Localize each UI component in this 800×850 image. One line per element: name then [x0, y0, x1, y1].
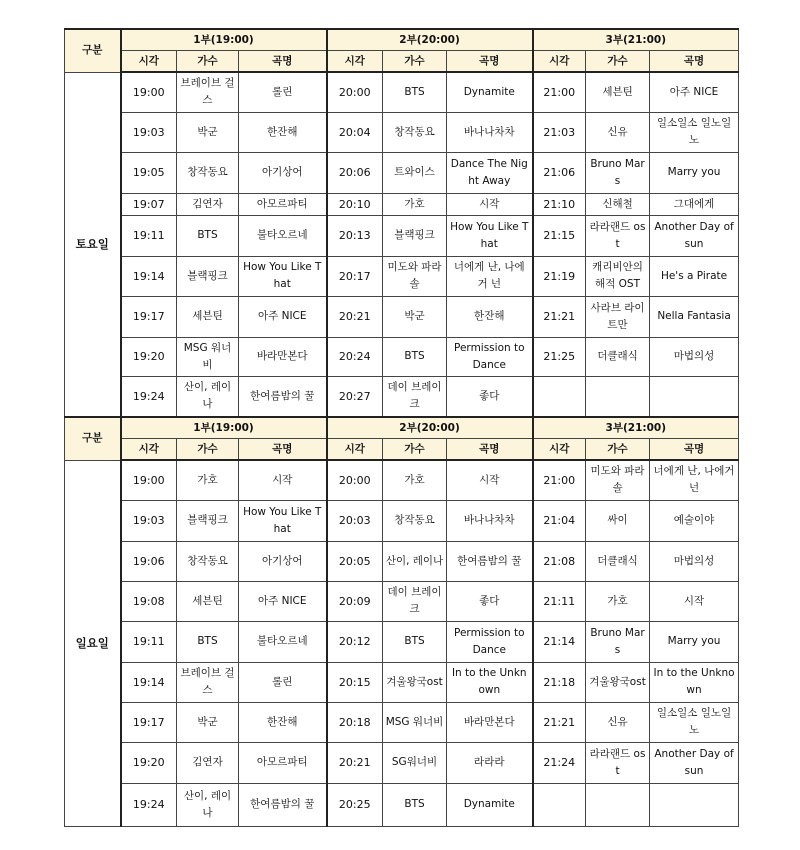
cell-time: 19:20	[121, 337, 177, 376]
cell-song: How You Like That	[239, 500, 327, 541]
cell-time: 20:00	[327, 72, 383, 112]
schedule-body	[65, 29, 739, 826]
cell-singer: 가호	[383, 193, 447, 215]
cell-singer: 박군	[383, 296, 447, 337]
cell-singer: 블랙핑크	[177, 500, 239, 541]
cell-time: 19:05	[121, 152, 177, 193]
cell-time: 19:14	[121, 256, 177, 296]
cell-time: 20:05	[327, 541, 383, 581]
table-row	[65, 152, 739, 193]
header-row-parts	[65, 29, 739, 51]
cell-singer: 창작동요	[177, 152, 239, 193]
cell-time: 20:18	[327, 702, 383, 742]
cell-song: Another Day of sun	[650, 215, 739, 256]
cell-time: 21:25	[533, 337, 586, 376]
column-header-singer: 가수	[586, 439, 650, 461]
cell-time: 19:11	[121, 621, 177, 662]
column-header-time: 시각	[121, 51, 177, 73]
gubun-header: 구분	[65, 29, 121, 72]
cell-song	[650, 783, 739, 826]
cell-song: 라라라	[447, 742, 533, 783]
header-row-parts	[65, 417, 739, 439]
cell-time: 20:10	[327, 193, 383, 215]
cell-singer: BTS	[177, 621, 239, 662]
cell-singer: Bruno Mars	[586, 621, 650, 662]
cell-song: 한잔해	[239, 112, 327, 152]
table-row	[65, 500, 739, 541]
cell-time: 21:03	[533, 112, 586, 152]
schedule-table	[64, 28, 739, 827]
cell-singer: BTS	[383, 621, 447, 662]
cell-time	[533, 783, 586, 826]
table-row	[65, 702, 739, 742]
column-header-time: 시각	[121, 439, 177, 461]
cell-song: 예술이야	[650, 500, 739, 541]
part-header-3: 3부(21:00)	[533, 417, 739, 439]
cell-time: 20:21	[327, 742, 383, 783]
cell-singer: 블랙핑크	[383, 215, 447, 256]
table-row	[65, 112, 739, 152]
cell-song: 불타오르네	[239, 621, 327, 662]
cell-time: 19:17	[121, 702, 177, 742]
cell-song: Dance The Night Away	[447, 152, 533, 193]
cell-singer: 박군	[177, 702, 239, 742]
cell-singer: 블랙핑크	[177, 256, 239, 296]
cell-time: 21:00	[533, 460, 586, 500]
header-row-columns	[65, 51, 739, 73]
cell-singer: 캐리비안의 해적 OST	[586, 256, 650, 296]
cell-singer: 사라브 라이트만	[586, 296, 650, 337]
cell-song: How You Like That	[239, 256, 327, 296]
cell-song: Another Day of sun	[650, 742, 739, 783]
cell-song: 시작	[650, 581, 739, 621]
column-header-time: 시각	[533, 51, 586, 73]
column-header-song: 곡명	[239, 439, 327, 461]
table-row	[65, 460, 739, 500]
table-row	[65, 376, 739, 417]
cell-song: 한잔해	[239, 702, 327, 742]
cell-time: 19:03	[121, 500, 177, 541]
cell-singer	[586, 783, 650, 826]
cell-time: 20:04	[327, 112, 383, 152]
column-header-song: 곡명	[447, 51, 533, 73]
cell-singer: 창작동요	[383, 112, 447, 152]
cell-singer: 라라랜드 ost	[586, 215, 650, 256]
cell-song: 한여름밤의 꿀	[239, 783, 327, 826]
cell-time: 20:13	[327, 215, 383, 256]
table-row	[65, 215, 739, 256]
table-row	[65, 783, 739, 826]
cell-singer: 브레이브 걸스	[177, 72, 239, 112]
cell-singer: 창작동요	[383, 500, 447, 541]
cell-time: 20:17	[327, 256, 383, 296]
cell-singer: 미도와 파라솔	[586, 460, 650, 500]
header-row-columns	[65, 439, 739, 461]
cell-time: 19:08	[121, 581, 177, 621]
cell-singer: 싸이	[586, 500, 650, 541]
column-header-singer: 가수	[383, 439, 447, 461]
part-header-1: 1부(19:00)	[121, 417, 327, 439]
cell-singer: 창작동요	[177, 541, 239, 581]
cell-time: 21:10	[533, 193, 586, 215]
cell-time: 21:08	[533, 541, 586, 581]
cell-singer: 김연자	[177, 193, 239, 215]
cell-song: 롤린	[239, 662, 327, 702]
cell-time: 21:00	[533, 72, 586, 112]
column-header-time: 시각	[533, 439, 586, 461]
cell-song: 아모르파티	[239, 193, 327, 215]
cell-song: He's a Pirate	[650, 256, 739, 296]
cell-singer: 김연자	[177, 742, 239, 783]
cell-singer: 신해철	[586, 193, 650, 215]
cell-song: 시작	[239, 460, 327, 500]
cell-time: 21:21	[533, 702, 586, 742]
cell-song: Marry you	[650, 152, 739, 193]
part-header-3: 3부(21:00)	[533, 29, 739, 51]
cell-time	[533, 376, 586, 417]
column-header-song: 곡명	[650, 439, 739, 461]
cell-song: Permission to Dance	[447, 337, 533, 376]
cell-time: 19:20	[121, 742, 177, 783]
part-header-2: 2부(20:00)	[327, 417, 533, 439]
cell-time: 21:24	[533, 742, 586, 783]
cell-singer: 가호	[586, 581, 650, 621]
cell-song: 너에게 난, 나에거 넌	[650, 460, 739, 500]
cell-time: 20:24	[327, 337, 383, 376]
cell-singer: 세븐틴	[177, 581, 239, 621]
cell-singer: 미도와 파라솔	[383, 256, 447, 296]
cell-song: 그대에게	[650, 193, 739, 215]
cell-time: 19:06	[121, 541, 177, 581]
cell-singer: 산이, 레이나	[177, 783, 239, 826]
cell-time: 20:03	[327, 500, 383, 541]
column-header-singer: 가수	[177, 439, 239, 461]
cell-song: Marry you	[650, 621, 739, 662]
cell-singer: 트와이스	[383, 152, 447, 193]
cell-time: 19:00	[121, 460, 177, 500]
cell-singer: 브레이브 걸스	[177, 662, 239, 702]
cell-time: 20:21	[327, 296, 383, 337]
cell-time: 19:11	[121, 215, 177, 256]
cell-song: 일소일소 일노일노	[650, 702, 739, 742]
table-row	[65, 193, 739, 215]
cell-song: 아기상어	[239, 541, 327, 581]
cell-time: 21:18	[533, 662, 586, 702]
cell-song: 한잔해	[447, 296, 533, 337]
cell-time: 19:14	[121, 662, 177, 702]
cell-song: 바나나차차	[447, 112, 533, 152]
cell-time: 21:14	[533, 621, 586, 662]
cell-time: 19:24	[121, 376, 177, 417]
cell-song: 한여름밤의 꿀	[239, 376, 327, 417]
column-header-song: 곡명	[447, 439, 533, 461]
cell-time: 19:07	[121, 193, 177, 215]
cell-singer: 데이 브레이크	[383, 376, 447, 417]
cell-time: 21:21	[533, 296, 586, 337]
table-row	[65, 72, 739, 112]
cell-song: 아주 NICE	[239, 296, 327, 337]
cell-singer: 데이 브레이크	[383, 581, 447, 621]
cell-time: 20:15	[327, 662, 383, 702]
cell-song: 좋다	[447, 376, 533, 417]
column-header-song: 곡명	[650, 51, 739, 73]
cell-song: 시작	[447, 193, 533, 215]
cell-time: 19:03	[121, 112, 177, 152]
cell-singer: 산이, 레이나	[177, 376, 239, 417]
cell-time: 21:06	[533, 152, 586, 193]
table-row	[65, 662, 739, 702]
cell-song: 아주 NICE	[239, 581, 327, 621]
table-row	[65, 256, 739, 296]
table-row	[65, 337, 739, 376]
cell-song: 일소일소 일노일노	[650, 112, 739, 152]
part-header-2: 2부(20:00)	[327, 29, 533, 51]
column-header-singer: 가수	[586, 51, 650, 73]
cell-singer: Bruno Mars	[586, 152, 650, 193]
day-label: 일요일	[65, 460, 121, 826]
cell-time: 20:25	[327, 783, 383, 826]
cell-singer: 더클래식	[586, 541, 650, 581]
column-header-time: 시각	[327, 51, 383, 73]
cell-singer: BTS	[177, 215, 239, 256]
cell-song: 시작	[447, 460, 533, 500]
cell-singer: BTS	[383, 783, 447, 826]
cell-time: 20:12	[327, 621, 383, 662]
table-row	[65, 621, 739, 662]
cell-time: 20:09	[327, 581, 383, 621]
column-header-song: 곡명	[239, 51, 327, 73]
cell-song: 마법의성	[650, 541, 739, 581]
cell-song: In to the Unknown	[447, 662, 533, 702]
cell-singer: 세븐틴	[177, 296, 239, 337]
cell-time: 21:19	[533, 256, 586, 296]
cell-song: 좋다	[447, 581, 533, 621]
cell-time: 21:15	[533, 215, 586, 256]
cell-singer: 겨울왕국ost	[383, 662, 447, 702]
cell-singer: 신유	[586, 702, 650, 742]
cell-time: 20:00	[327, 460, 383, 500]
cell-singer: 가호	[383, 460, 447, 500]
table-row	[65, 296, 739, 337]
cell-time: 20:06	[327, 152, 383, 193]
cell-singer: BTS	[383, 72, 447, 112]
table-row	[65, 581, 739, 621]
cell-singer: 신유	[586, 112, 650, 152]
cell-singer: 더클래식	[586, 337, 650, 376]
table-row	[65, 541, 739, 581]
cell-song: How You Like That	[447, 215, 533, 256]
cell-time: 19:00	[121, 72, 177, 112]
cell-time: 21:04	[533, 500, 586, 541]
cell-singer: 세븐틴	[586, 72, 650, 112]
cell-song: Dynamite	[447, 72, 533, 112]
cell-song: 바나나차차	[447, 500, 533, 541]
cell-time: 19:24	[121, 783, 177, 826]
cell-song: 바라만본다	[447, 702, 533, 742]
cell-time: 20:27	[327, 376, 383, 417]
cell-time: 21:11	[533, 581, 586, 621]
cell-song: 롤린	[239, 72, 327, 112]
cell-singer: 라라랜드 ost	[586, 742, 650, 783]
cell-singer: 겨울왕국ost	[586, 662, 650, 702]
column-header-singer: 가수	[383, 51, 447, 73]
cell-singer: 박군	[177, 112, 239, 152]
cell-singer: 산이, 레이나	[383, 541, 447, 581]
gubun-header: 구분	[65, 417, 121, 460]
cell-song: In to the Unknown	[650, 662, 739, 702]
cell-singer: MSG 워너비	[177, 337, 239, 376]
cell-singer: BTS	[383, 337, 447, 376]
cell-song: 마법의성	[650, 337, 739, 376]
cell-song: Nella Fantasia	[650, 296, 739, 337]
cell-singer: MSG 워너비	[383, 702, 447, 742]
cell-song: 아기상어	[239, 152, 327, 193]
part-header-1: 1부(19:00)	[121, 29, 327, 51]
cell-song: 불타오르네	[239, 215, 327, 256]
cell-singer: SG워너비	[383, 742, 447, 783]
cell-song	[650, 376, 739, 417]
day-label: 토요일	[65, 72, 121, 417]
cell-song: 아주 NICE	[650, 72, 739, 112]
cell-song: 바라만본다	[239, 337, 327, 376]
cell-singer	[586, 376, 650, 417]
cell-singer: 가호	[177, 460, 239, 500]
cell-time: 19:17	[121, 296, 177, 337]
table-row	[65, 742, 739, 783]
cell-song: 너에게 난, 나에거 넌	[447, 256, 533, 296]
column-header-singer: 가수	[177, 51, 239, 73]
cell-song: 아모르파티	[239, 742, 327, 783]
cell-song: Permission to Dance	[447, 621, 533, 662]
cell-song: 한여름밤의 꿀	[447, 541, 533, 581]
cell-song: Dynamite	[447, 783, 533, 826]
column-header-time: 시각	[327, 439, 383, 461]
